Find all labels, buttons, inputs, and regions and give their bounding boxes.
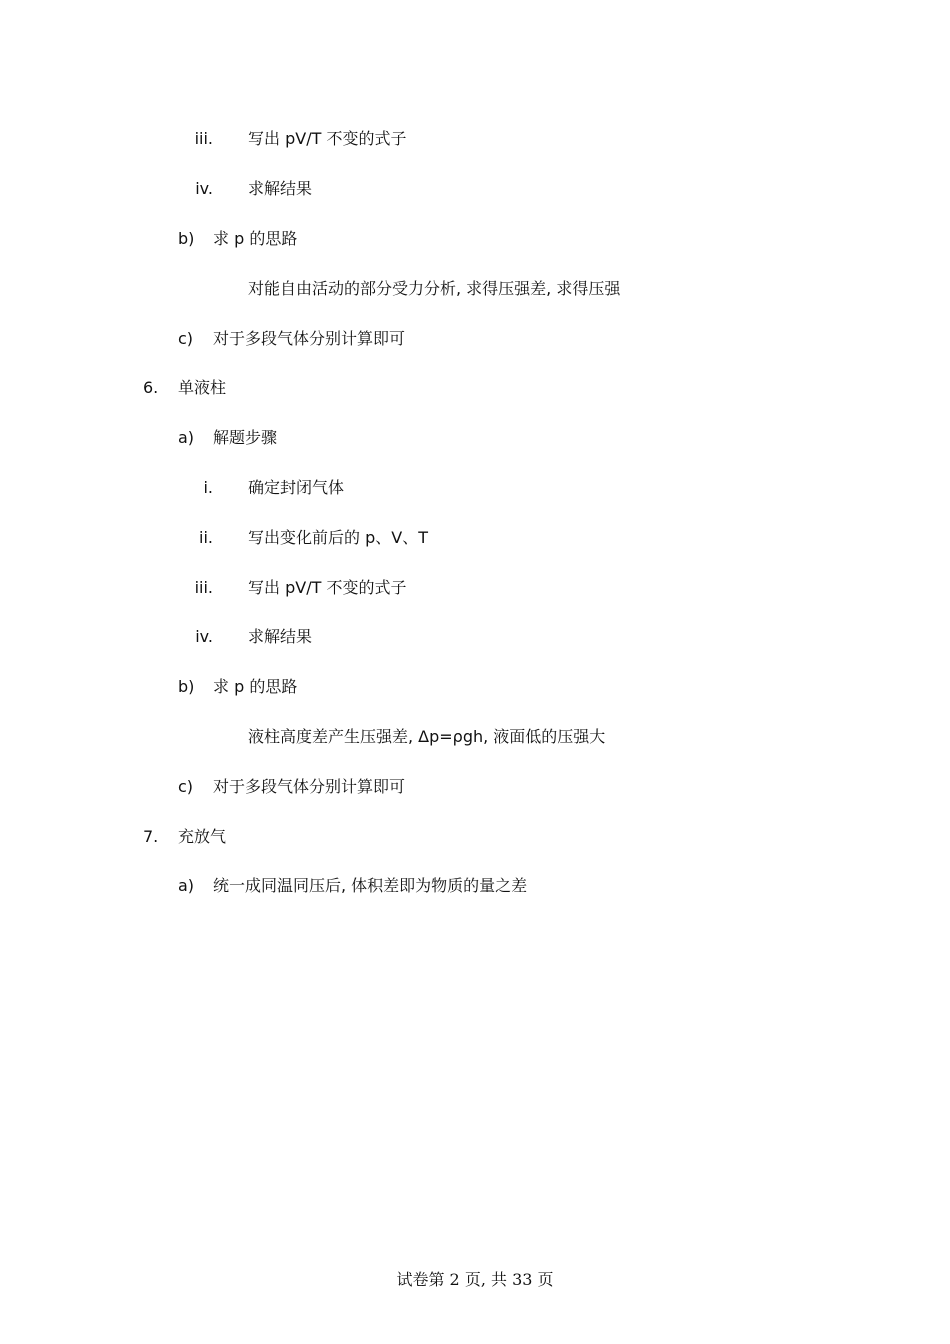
list-item-text: 确定封闭气体 [248, 478, 345, 497]
list-item-text: 写出 pV/T 不变的式子 [248, 578, 407, 597]
list-marker: iv. [195, 627, 213, 646]
list-marker: b) [178, 677, 195, 696]
page-footer: 试卷第 2 页, 共 33 页 [396, 1270, 554, 1289]
list-item-text: 求解结果 [248, 627, 313, 646]
list-item-text: 解题步骤 [213, 428, 278, 447]
list-item-text: 对于多段气体分别计算即可 [213, 329, 406, 348]
paragraph-text: 液柱高度差产生压强差, Δp=ρgh, 液面低的压强大 [248, 727, 606, 746]
paragraph-text: 对能自由活动的部分受力分析, 求得压强差, 求得压强 [248, 279, 621, 298]
list-marker: i. [203, 478, 213, 497]
list-item-text: 求 p 的思路 [213, 229, 298, 248]
list-item-text: 统一成同温同压后, 体积差即为物质的量之差 [213, 876, 528, 895]
list-marker: b) [178, 229, 195, 248]
list-marker: iii. [194, 129, 213, 148]
list-marker: 6. [143, 378, 159, 397]
list-marker: iii. [194, 578, 213, 597]
list-marker: c) [178, 329, 194, 348]
list-item-text: 写出 pV/T 不变的式子 [248, 129, 407, 148]
list-marker: iv. [195, 179, 213, 198]
list-item-text: 写出变化前后的 p、V、T [248, 528, 428, 547]
list-item-text: 对于多段气体分别计算即可 [213, 777, 406, 796]
list-marker: 7. [143, 827, 159, 846]
list-item-text: 充放气 [178, 827, 227, 846]
list-marker: a) [178, 428, 195, 447]
list-marker: a) [178, 876, 195, 895]
list-marker: c) [178, 777, 194, 796]
list-item-text: 求解结果 [248, 179, 313, 198]
list-item-text: 单液柱 [178, 378, 227, 397]
list-marker: ii. [199, 528, 213, 547]
list-item-text: 求 p 的思路 [213, 677, 298, 696]
